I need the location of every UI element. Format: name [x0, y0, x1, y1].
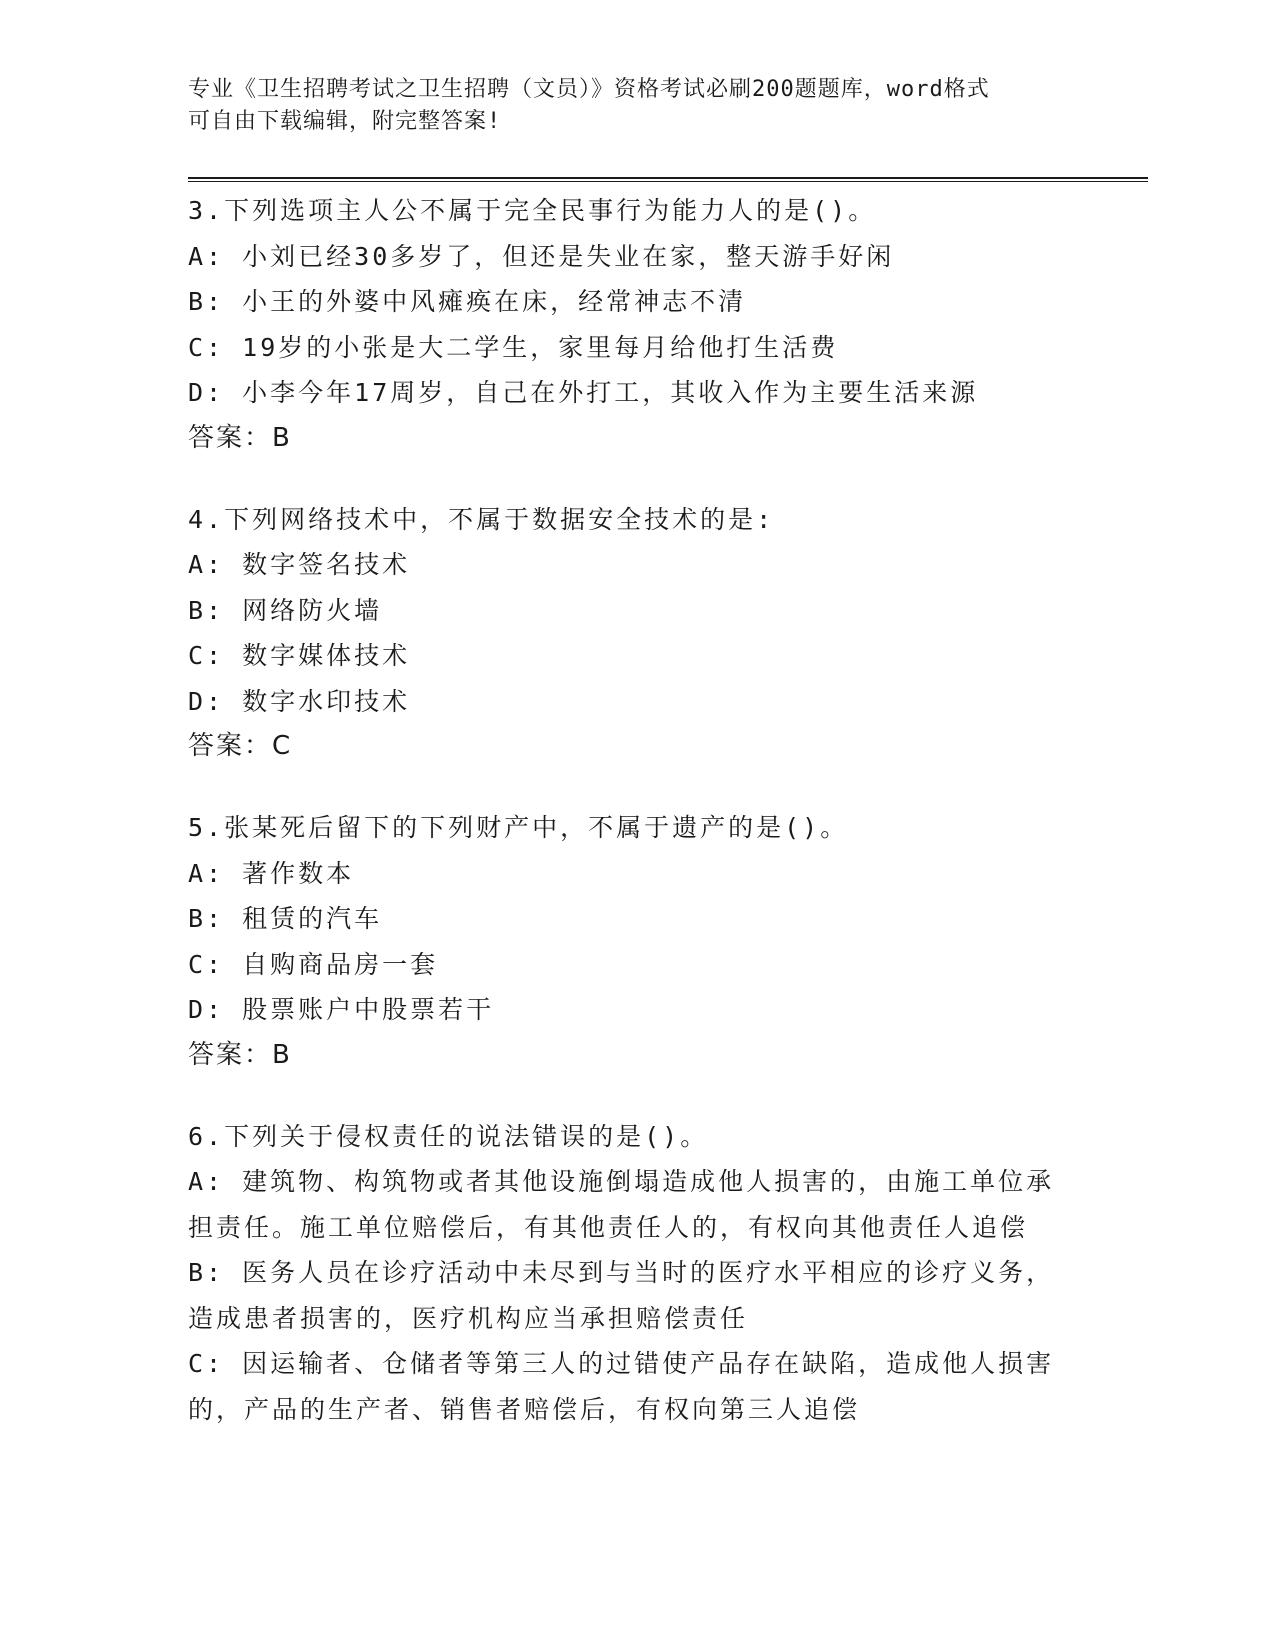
option-b: B: 医务人员在诊疗活动中未尽到与当时的医疗水平相应的诊疗义务，	[188, 1258, 1055, 1287]
question-stem: 5.张某死后留下的下列财产中，不属于遗产的是()。	[188, 813, 849, 842]
answer-line: 答案：C	[188, 731, 293, 761]
header-divider	[188, 177, 1148, 182]
question-stem: 3.下列选项主人公不属于完全民事行为能力人的是()。	[188, 196, 877, 225]
option-d: D: 数字水印技术	[188, 686, 411, 716]
question-stem: 4.下列网络技术中，不属于数据安全技术的是:	[188, 504, 775, 534]
option-d: D: 股票账户中股票若干	[188, 995, 495, 1024]
question-list	[188, 188, 1088, 1468]
option-c: C: 19岁的小张是大二学生，家里每月给他打生活费	[188, 332, 839, 362]
document-header	[188, 74, 1068, 138]
option-a: A: 数字签名技术	[188, 550, 411, 579]
option-c: C: 数字媒体技术	[188, 641, 411, 670]
answer-line: 答案：B	[188, 1039, 292, 1070]
answer-line: 答案：B	[188, 422, 292, 453]
option-d: D: 小李今年17周岁，自己在外打工，其收入作为主要生活来源	[188, 378, 979, 407]
option-b: B: 租赁的汽车	[188, 904, 383, 933]
option-c: C: 自购商品房一套	[188, 949, 439, 979]
question-5	[188, 805, 1088, 1078]
question-3	[188, 188, 1088, 461]
option-b-continued: 造成患者损害的，医疗机构应当承担赔偿责任	[188, 1303, 749, 1333]
question-stem: 6.下列关于侵权责任的说法错误的是()。	[188, 1121, 709, 1151]
option-a: A: 建筑物、构筑物或者其他设施倒塌造成他人损害的，由施工单位承	[188, 1167, 1055, 1196]
question-4	[188, 497, 1088, 770]
option-c: C: 因运输者、仓储者等第三人的过错使产品存在缺陷，造成他人损害	[188, 1349, 1055, 1378]
option-b: B: 小王的外婆中风瘫痪在床，经常神志不清	[188, 287, 747, 316]
option-a: A: 著作数本	[188, 858, 355, 888]
header-line-1: 专业《卫生招聘考试之卫生招聘（文员）》资格考试必刷200题题库，word格式	[188, 77, 990, 102]
option-c-continued: 的，产品的生产者、销售者赔偿后，有权向第三人追偿	[188, 1394, 861, 1424]
question-6	[188, 1114, 1088, 1433]
option-b: B: 网络防火墙	[188, 595, 383, 625]
option-a-continued: 担责任。施工单位赔偿后，有其他责任人的，有权向其他责任人追偿	[188, 1212, 1029, 1242]
option-a: A: 小刘已经30多岁了，但还是失业在家，整天游手好闲	[188, 241, 895, 271]
header-line-2: 可自由下载编辑，附完整答案!	[188, 109, 502, 134]
